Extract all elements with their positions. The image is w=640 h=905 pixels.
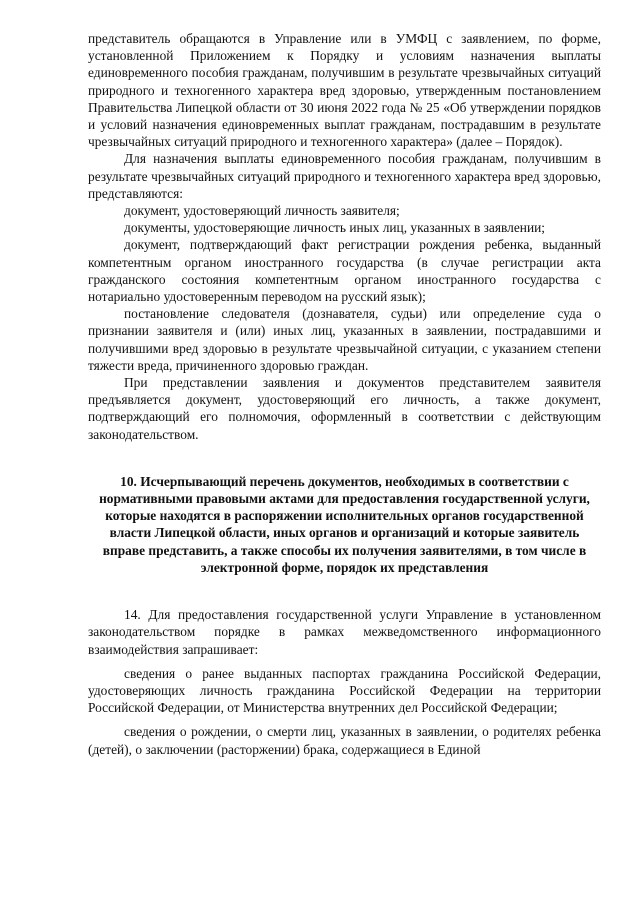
list-item-passport-info: сведения о ранее выданных паспортах гражданина Российской Федерации, удостоверяющих личность гражданина Российской Федерации на территории Российской Федерации, от Министерства внутренних дел Российской Федерации; [88, 665, 601, 716]
list-item-applicant-id: документ, удостоверяющий личность заявителя; [124, 203, 400, 219]
paragraph-interagency-request: 14. Для предоставления государственной услуги Управление в установленном законодательством порядке в рамках межведомственного информационного взаимодействия запрашивает: [88, 607, 601, 657]
document-body [88, 30, 601, 758]
paragraph-representative: При представлении заявления и документов представителем заявителя предъявляется документ, удостоверяющий его личность, а также документ, подтверждающий его полномочия, оформленный в соответствии с действующим законодательством. [88, 375, 601, 442]
paragraph-documents-intro: Для назначения выплаты единовременного пособия гражданам, получившим в результате чрезвычайных ситуаций природного и техногенного характера вред здоровью, представляются: [88, 151, 601, 201]
list-item-birth-registration: документ, подтверждающий факт регистрации рождения ребенка, выданный компетентным органом иностранного государства (в случае регистрации акта гражданского состояния компетентным органом иностранного государства с нотариально удостоверенным переводом на русский язык); [88, 237, 601, 305]
paragraph-procedure: представитель обращаются в Управление или в УМФЦ с заявлением, по форме, установленной Приложением к Порядку и условиям назначения выплаты единовременного пособия гражданам, получившим в результате чрезвычайных ситуаций природного и техногенного характера вред здоровью, утвержденным постановлением Правительства Липецкой области от 30 июня 2022 года № 25 «Об утверждении порядков и условий назначения единовременных выплат гражданам, пострадавшим в результате чрезвычайных ситуаций природного и техногенного характера» (далее – Порядок). [88, 31, 601, 150]
list-item-other-persons-id: документы, удостоверяющие личность иных лиц, указанных в заявлении; [124, 220, 545, 236]
section-heading: 10. Исчерпывающий перечень документов, необходимых в соответствии с нормативными правовыми актами для предоставления государственной услуги, которые находятся в распоряжении исполнительных органов государственной власти Липецкой области, иных органов и организаций и которые заявитель вправе представить, а также способы их получения заявителями, в том числе в электронной форме, порядок их представления [99, 473, 590, 575]
list-item-investigator-resolution: постановление следователя (дознавателя, судьи) или определение суда о признании заявителя и (или) иных лиц, указанных в заявлении, пострадавшими и получившими вред здоровью в результате чрезвычайной ситуации, с указанием степени тяжести вреда, причиненного здоровью граждан. [88, 306, 601, 373]
list-item-civil-records: сведения о рождении, о смерти лиц, указанных в заявлении, о родителях ребенка (детей), о заключении (расторжении) брака, содержащиеся в Единой [88, 724, 601, 757]
